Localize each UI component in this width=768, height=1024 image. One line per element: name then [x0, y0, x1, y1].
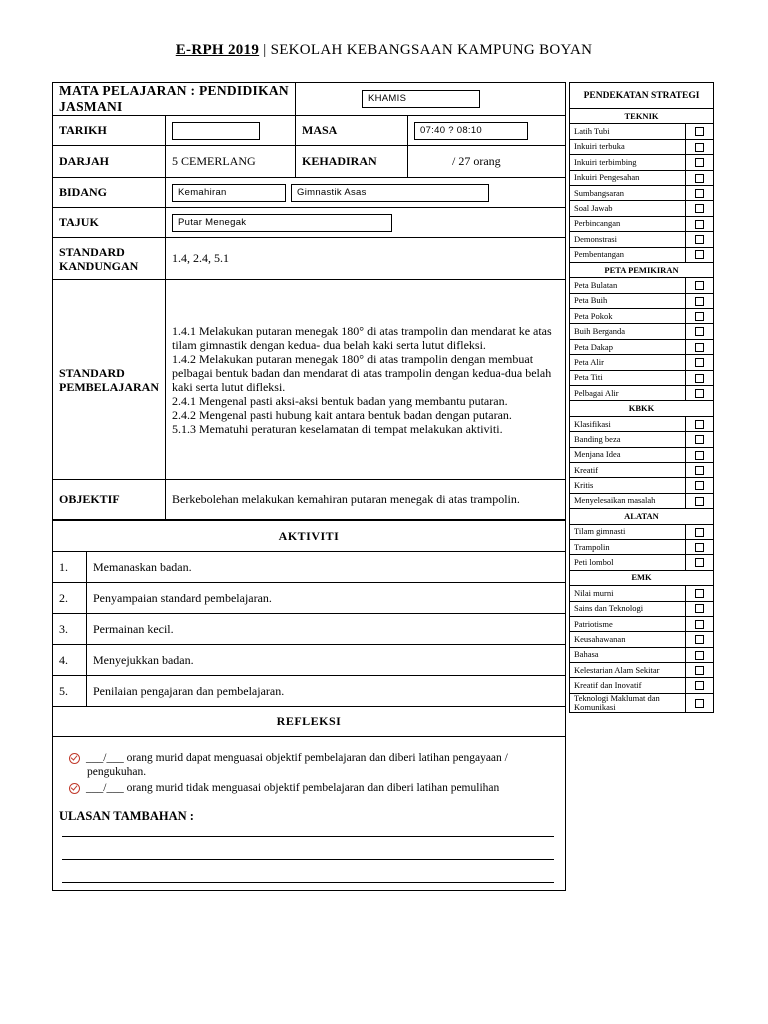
strategy-checkbox-cell: [686, 693, 714, 712]
checkbox[interactable]: [695, 374, 704, 383]
topic-label: TAJUK: [53, 208, 166, 238]
strategy-item-label: Banding beza: [570, 432, 686, 447]
strategy-item-label: Peta Dakap: [570, 339, 686, 354]
table-row: [53, 583, 566, 614]
strategy-item-label: Keusahawanan: [570, 632, 686, 647]
checkbox[interactable]: [695, 543, 704, 552]
strategy-row: [570, 232, 714, 247]
sp-label: STANDARD PEMBELAJARAN: [53, 280, 166, 480]
time-field[interactable]: 07:40 ? 08:10: [414, 122, 528, 140]
strategy-row: [570, 216, 714, 231]
checkbox[interactable]: [695, 127, 704, 136]
checkbox[interactable]: [695, 558, 704, 567]
strategy-row: [570, 462, 714, 477]
strategy-checkbox-cell: [686, 493, 714, 508]
strategy-checkbox-cell: [686, 139, 714, 154]
strategy-item-label: Peti lombol: [570, 555, 686, 570]
strategy-checkbox-cell: [686, 124, 714, 139]
strategy-checkbox-cell: [686, 185, 714, 200]
date-field[interactable]: [172, 122, 260, 140]
checkbox[interactable]: [695, 604, 704, 613]
activity-text: Menyejukkan badan.: [87, 645, 566, 676]
field-value-2[interactable]: Gimnastik Asas: [291, 184, 489, 202]
strategy-row: [570, 370, 714, 385]
strategy-item-label: Teknologi Maklumat dan Komunikasi: [570, 693, 686, 712]
strategy-item-label: Sains dan Teknologi: [570, 601, 686, 616]
title-separator: |: [259, 42, 271, 58]
class-value: 5 CEMERLANG: [166, 146, 296, 178]
strategy-row: [570, 155, 714, 170]
strategy-checkbox-cell: [686, 216, 714, 231]
strategy-item-label: Demonstrasi: [570, 232, 686, 247]
strategy-row: [570, 493, 714, 508]
time-label: MASA: [296, 116, 408, 146]
strategy-row: [570, 386, 714, 401]
checkbox[interactable]: [695, 681, 704, 690]
checkbox[interactable]: [695, 635, 704, 644]
date-cell: [166, 116, 296, 146]
checkbox[interactable]: [695, 189, 704, 198]
strategy-row: [570, 478, 714, 493]
strategy-row: [570, 124, 714, 139]
checkbox[interactable]: [695, 312, 704, 321]
strategy-checkbox-cell: [686, 616, 714, 631]
strategy-item-label: Peta Titi: [570, 370, 686, 385]
strategy-checkbox-cell: [686, 632, 714, 647]
checkbox[interactable]: [695, 327, 704, 336]
strategy-checkbox-cell: [686, 432, 714, 447]
strategy-item-label: Peta Bulatan: [570, 278, 686, 293]
strategy-item-label: Kelestarian Alam Sekitar: [570, 663, 686, 678]
checkbox[interactable]: [695, 435, 704, 444]
strategy-checkbox-cell: [686, 416, 714, 431]
checkbox[interactable]: [695, 358, 704, 367]
date-label: TARIKH: [53, 116, 166, 146]
strategy-checkbox-cell: [686, 355, 714, 370]
strategy-row: [570, 601, 714, 616]
strategy-item-label: Latih Tubi: [570, 124, 686, 139]
strategy-row: [570, 586, 714, 601]
remarks-line[interactable]: [62, 836, 554, 837]
strategy-item-label: Patriotisme: [570, 616, 686, 631]
strategy-checkbox-cell: [686, 155, 714, 170]
strategy-row: [570, 616, 714, 631]
strategy-item-label: Tilam gimnasti: [570, 524, 686, 539]
strategy-checkbox-cell: [686, 170, 714, 185]
strategy-row: [570, 693, 714, 712]
strategy-row: [570, 447, 714, 462]
strategy-header: PENDEKATAN STRATEGI: [570, 83, 714, 109]
strategy-item-label: Menyelesaikan masalah: [570, 493, 686, 508]
topic-cell: [166, 208, 566, 238]
strategy-item-label: Menjana Idea: [570, 447, 686, 462]
strategy-row: [570, 432, 714, 447]
activity-number: 2.: [53, 583, 87, 614]
reflection-header: REFLEKSI: [53, 707, 566, 737]
strategy-row: [570, 139, 714, 154]
strategy-checkbox-cell: [686, 339, 714, 354]
strategy-item-label: Kreatif: [570, 462, 686, 477]
strategy-item-label: Pembentangan: [570, 247, 686, 262]
reflection-text-2: ___/___ orang murid tidak menguasai objektif pembelajaran dan diberi latihan pemulihan: [86, 782, 500, 794]
class-label: DARJAH: [53, 146, 166, 178]
checkbox[interactable]: [695, 204, 704, 213]
sk-value: 1.4, 2.4, 5.1: [166, 238, 566, 280]
checkbox[interactable]: [695, 620, 704, 629]
section-header-peta-pemikiran: PETA PEMIKIRAN: [570, 262, 714, 277]
strategy-checkbox-cell: [686, 678, 714, 693]
checkbox[interactable]: [695, 699, 704, 708]
strategy-checkbox-cell: [686, 370, 714, 385]
strategy-checkbox-cell: [686, 462, 714, 477]
checkbox[interactable]: [695, 528, 704, 537]
checkbox[interactable]: [695, 143, 704, 152]
strategy-item-label: Inkuiri terbuka: [570, 139, 686, 154]
strategy-row: [570, 539, 714, 554]
field-cell: [166, 178, 566, 208]
strategy-item-label: Bahasa: [570, 647, 686, 662]
attendance-label: KEHADIRAN: [296, 146, 408, 178]
checkbox[interactable]: [695, 297, 704, 306]
section-header-kbkk: KBKK: [570, 401, 714, 416]
sp-line: 1.4.1 Melakukan putaran menegak 180° di atas trampolin dan mendarat ke atas tilam gimnastik dengan kedua- dua belah kaki serta lutut difleksi.: [172, 323, 552, 352]
strategy-checkbox-cell: [686, 663, 714, 678]
strategy-item-label: Soal Jawab: [570, 201, 686, 216]
title-school: SEKOLAH KEBANGSAAN KAMPUNG BOYAN: [270, 42, 593, 58]
sp-content: [166, 280, 566, 480]
strategy-row: [570, 555, 714, 570]
checkbox[interactable]: [695, 281, 704, 290]
strategy-checkbox-cell: [686, 386, 714, 401]
checkbox[interactable]: [695, 220, 704, 229]
objective-value: Berkebolehan melakukan kemahiran putaran menegak di atas trampolin.: [166, 480, 566, 520]
strategy-item-label: Inkuiri Pengesahan: [570, 170, 686, 185]
strategy-row: [570, 663, 714, 678]
sk-label: STANDARD KANDUNGAN: [53, 238, 166, 280]
objective-label: OBJEKTIF: [53, 480, 166, 520]
strategy-row: [570, 247, 714, 262]
checkbox[interactable]: [695, 497, 704, 506]
strategy-item-label: Pelbagai Alir: [570, 386, 686, 401]
activity-header: AKTIVITI: [53, 521, 566, 552]
strategy-item-label: Kritis: [570, 478, 686, 493]
section-header-alatan: ALATAN: [570, 509, 714, 524]
activity-number: 1.: [53, 552, 87, 583]
field-label: BIDANG: [53, 178, 166, 208]
strategy-row: [570, 170, 714, 185]
table-row: [53, 552, 566, 583]
strategy-row: [570, 339, 714, 354]
checkbox[interactable]: [695, 451, 704, 460]
activity-number: 5.: [53, 676, 87, 707]
table-row: [53, 676, 566, 707]
activity-text: Memanaskan badan.: [87, 552, 566, 583]
checkbox[interactable]: [695, 466, 704, 475]
reflection-text-1: ___/___ orang murid dapat menguasai objektif pembelajaran dan diberi latihan pengayaan / pengukuhan.: [86, 752, 508, 778]
strategy-row: [570, 524, 714, 539]
activity-number: 4.: [53, 645, 87, 676]
reflection-line-1: [59, 751, 559, 779]
strategy-item-label: Trampolin: [570, 539, 686, 554]
strategy-checkbox-cell: [686, 293, 714, 308]
checkbox[interactable]: [695, 420, 704, 429]
checkbox[interactable]: [695, 389, 704, 398]
checkbox[interactable]: [695, 174, 704, 183]
strategy-item-label: Perbincangan: [570, 216, 686, 231]
strategy-item-label: Inkuiri terbimbing: [570, 155, 686, 170]
strategy-checkbox-cell: [686, 247, 714, 262]
checkbox[interactable]: [695, 250, 704, 259]
strategy-row: [570, 309, 714, 324]
strategy-item-label: Peta Alir: [570, 355, 686, 370]
strategy-row: [570, 278, 714, 293]
day-field[interactable]: KHAMIS: [362, 90, 480, 108]
strategy-checkbox-cell: [686, 324, 714, 339]
strategy-item-label: Peta Buih: [570, 293, 686, 308]
strategy-row: [570, 185, 714, 200]
page-title: [0, 42, 768, 59]
time-cell: [408, 116, 566, 146]
strategy-checkbox-cell: [686, 647, 714, 662]
strategy-checkbox-cell: [686, 201, 714, 216]
reflection-line-2: [59, 781, 559, 795]
strategy-checkbox-cell: [686, 278, 714, 293]
day-cell: [296, 83, 566, 116]
lesson-plan-form: [52, 82, 566, 520]
checkbox[interactable]: [695, 235, 704, 244]
strategy-item-label: Peta Pokok: [570, 309, 686, 324]
remarks-line[interactable]: [62, 859, 554, 860]
remarks-label: ULASAN TAMBAHAN :: [59, 809, 194, 823]
strategy-item-label: Klasifikasi: [570, 416, 686, 431]
topic-field[interactable]: Putar Menegak: [172, 214, 392, 232]
strategy-row: [570, 632, 714, 647]
activity-text: Penilaian pengajaran dan pembelajaran.: [87, 676, 566, 707]
checkbox[interactable]: [695, 343, 704, 352]
checkbox[interactable]: [695, 481, 704, 490]
strategy-row: [570, 324, 714, 339]
strategy-item-label: Sumbangsaran: [570, 185, 686, 200]
activity-text: Penyampaian standard pembelajaran.: [87, 583, 566, 614]
strategy-row: [570, 355, 714, 370]
checkbox[interactable]: [695, 651, 704, 660]
checkbox[interactable]: [695, 158, 704, 167]
activity-text: Permainan kecil.: [87, 614, 566, 645]
check-icon: [69, 783, 80, 794]
section-header-emk: EMK: [570, 570, 714, 585]
strategy-row: [570, 416, 714, 431]
field-value-1[interactable]: Kemahiran: [172, 184, 286, 202]
strategy-item-label: Nilai murni: [570, 586, 686, 601]
strategy-row: [570, 678, 714, 693]
remarks-line[interactable]: [62, 882, 554, 883]
strategy-item-label: Buih Berganda: [570, 324, 686, 339]
strategy-checkbox-cell: [686, 524, 714, 539]
strategy-checkbox-cell: [686, 447, 714, 462]
strategy-panel: [569, 82, 714, 713]
attendance-value: / 27 orang: [408, 146, 566, 178]
checkbox[interactable]: [695, 589, 704, 598]
strategy-checkbox-cell: [686, 586, 714, 601]
table-row: [53, 645, 566, 676]
sp-line: 5.1.3 Mematuhi peraturan keselamatan di tempat melakukan aktiviti.: [172, 421, 503, 436]
check-icon: [69, 753, 80, 764]
sp-line: 2.4.1 Mengenal pasti aksi-aksi bentuk badan yang membantu putaran.: [172, 393, 508, 408]
activity-number: 3.: [53, 614, 87, 645]
strategy-item-label: Kreatif dan Inovatif: [570, 678, 686, 693]
strategy-checkbox-cell: [686, 601, 714, 616]
checkbox[interactable]: [695, 666, 704, 675]
reflection-cell: [53, 737, 566, 891]
strategy-checkbox-cell: [686, 309, 714, 324]
strategy-checkbox-cell: [686, 539, 714, 554]
subject-label: MATA PELAJARAN : PENDIDIKAN JASMANI: [53, 83, 296, 116]
strategy-row: [570, 647, 714, 662]
strategy-checkbox-cell: [686, 478, 714, 493]
strategy-row: [570, 201, 714, 216]
strategy-checkbox-cell: [686, 232, 714, 247]
title-prefix: E-RPH 2019: [175, 42, 260, 58]
strategy-checkbox-cell: [686, 555, 714, 570]
section-header-teknik: TEKNIK: [570, 109, 714, 124]
sp-line: 1.4.2 Melakukan putaran menegak 180° di atas trampolin dengan membuat pelbagai bentuk badan dan mendarat di atas trampolin dengan kedua-dua belah kaki serta lutut difleksi.: [172, 351, 552, 394]
sp-line: 2.4.2 Mengenal pasti hubung kait antara bentuk badan dengan putaran.: [172, 407, 512, 422]
table-row: [53, 614, 566, 645]
strategy-row: [570, 293, 714, 308]
